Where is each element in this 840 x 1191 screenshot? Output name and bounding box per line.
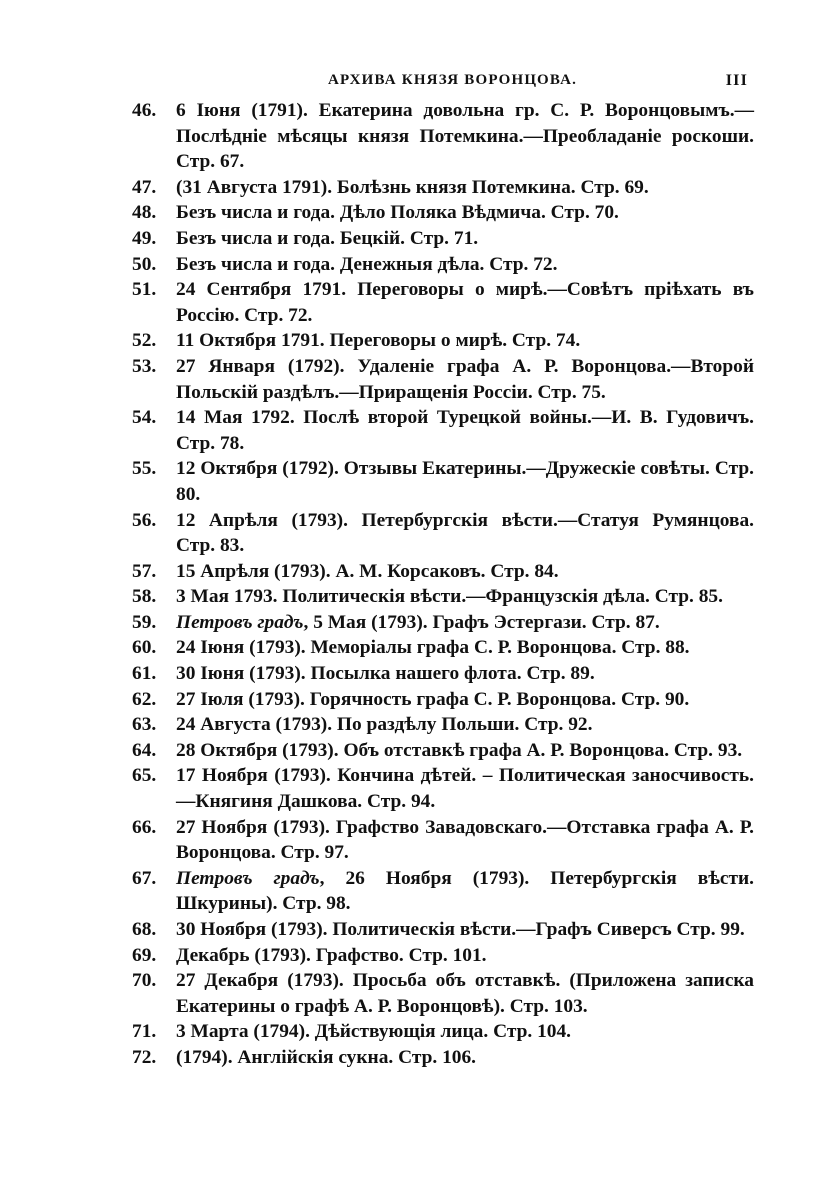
toc-entry <box>132 661 754 687</box>
toc-entry <box>132 559 754 585</box>
toc-entry <box>132 1045 754 1071</box>
entry-text: 30 Іюня (1793). Посылка нашего флота. Стр. 89. <box>176 663 595 685</box>
entry-text: 24 Августа (1793). По раздѣлу Польши. Стр. 92. <box>176 714 593 736</box>
book-page <box>132 58 754 1071</box>
entry-text: 3 Марта (1794). Дѣйствующія лица. Стр. 104. <box>176 1021 571 1043</box>
entry-number: 49. <box>132 227 157 249</box>
entry-place-italic: Петровъ градъ <box>176 611 304 633</box>
entry-number: 63. <box>132 714 157 736</box>
entry-text: 3 Мая 1793. Политическія вѣсти.—Французскія дѣла. Стр. 85. <box>176 586 723 608</box>
toc-entry <box>132 815 754 866</box>
entry-text: , 5 Мая (1793). Графъ Эстергази. Стр. 87. <box>303 611 660 633</box>
entry-number: 54. <box>132 407 157 429</box>
entry-place-italic: Петровъ градъ <box>176 867 320 889</box>
entry-number: 56. <box>132 509 157 531</box>
entry-number: 46. <box>132 100 157 121</box>
entry-number: 48. <box>132 202 157 224</box>
entry-text: 24 Сентября 1791. Переговоры о мирѣ.—Совѣтъ пріѣхать въ Россію. Стр. 72. <box>176 279 754 326</box>
entry-text: 12 Апрѣля (1793). Петербургскія вѣсти.—Статуя Румянцова. Стр. 83. <box>176 509 754 557</box>
toc-entry <box>132 175 754 201</box>
toc-entry <box>132 508 754 559</box>
toc-entry <box>132 738 754 764</box>
toc-entry <box>132 328 754 354</box>
toc-entry <box>132 917 754 943</box>
entry-text: 12 Октября (1792). Отзывы Екатерины.—Дружескіе совѣты. Стр. 80. <box>176 458 754 505</box>
entry-number: 62. <box>132 688 157 710</box>
toc-entry <box>132 968 754 1019</box>
entry-text: Декабрь (1793). Графство. Стр. 101. <box>176 944 487 966</box>
entry-number: 69. <box>132 944 157 966</box>
running-header <box>132 58 754 98</box>
entry-text: 27 Января (1792). Удаленіе графа А. Р. Воронцова.—Второй Польскій раздѣлъ.—Приращенія Россіи. Стр. 75. <box>176 355 754 403</box>
toc-entry <box>132 98 754 175</box>
entry-text: 27 Іюля (1793). Горячность графа С. Р. Воронцова. Стр. 90. <box>176 688 690 710</box>
entry-text: (1794). Англійскія сукна. Стр. 106. <box>176 1046 477 1068</box>
entry-number: 64. <box>132 739 157 761</box>
entry-text: 11 Октября 1791. Переговоры о мирѣ. Стр. 74. <box>176 330 581 352</box>
entry-text: 24 Іюня (1793). Меморіалы графа С. Р. Воронцова. Стр. 88. <box>176 637 690 659</box>
entry-number: 65. <box>132 765 157 787</box>
entry-text: Безъ числа и года. Денежныя дѣла. Стр. 72. <box>176 253 558 275</box>
toc-entry <box>132 635 754 661</box>
entry-number: 72. <box>132 1046 157 1068</box>
header-title: АРХИВА КНЯЗЯ ВОРОНЦОВА. <box>328 72 578 88</box>
entry-number: 57. <box>132 560 157 582</box>
toc-entry <box>132 277 754 328</box>
entry-number: 68. <box>132 919 157 940</box>
toc-entry <box>132 456 754 507</box>
entry-number: 71. <box>132 1021 157 1043</box>
entry-number: 53. <box>132 355 157 377</box>
entry-number: 60. <box>132 637 157 659</box>
entry-text: 30 Ноября (1793). Политическія вѣсти.—Графъ Сиверсъ Стр. 99. <box>176 919 745 940</box>
entry-text: , 26 Ноября (1793). Петербургскія вѣсти. Шкурины). Стр. 98. <box>176 867 754 915</box>
entry-text: 6 Іюня (1791). Екатерина довольна гр. С. Р. Воронцовымъ.— Послѣдніе мѣсяцы князя Потемкина.—Преобладаніе роскоши. Стр. 67. <box>176 100 754 173</box>
entry-text: (31 Августа 1791). Болѣзнь князя Потемкина. Стр. 69. <box>176 176 649 198</box>
toc-entry <box>132 405 754 456</box>
entry-number: 52. <box>132 330 157 352</box>
entry-number: 55. <box>132 458 157 480</box>
entry-number: 58. <box>132 586 157 608</box>
entry-number: 50. <box>132 253 157 275</box>
toc-entry <box>132 226 754 252</box>
entry-number: 61. <box>132 663 157 685</box>
toc-entry <box>132 354 754 405</box>
page-number: III <box>725 72 748 89</box>
table-of-contents <box>132 98 754 1071</box>
entry-text: Безъ числа и года. Дѣло Поляка Вѣдмича. Стр. 70. <box>176 202 619 224</box>
entry-number: 51. <box>132 279 157 301</box>
entry-number: 70. <box>132 970 157 992</box>
toc-entry <box>132 866 754 917</box>
toc-entry <box>132 943 754 969</box>
toc-entry <box>132 200 754 226</box>
entry-text: 17 Ноября (1793). Кончина дѣтей. – Политическая заносчивость.—Княгиня Дашкова. Стр. 94. <box>176 765 754 813</box>
toc-entry <box>132 610 754 636</box>
toc-entry <box>132 763 754 814</box>
entry-text: Безъ числа и года. Бецкій. Стр. 71. <box>176 227 479 249</box>
entry-text: 27 Декабря (1793). Просьба объ отставкѣ. (Приложена записка Екатерины о графѣ А. Р. Воронцовѣ). Стр. 103. <box>176 970 754 1017</box>
entry-text: 15 Апрѣля (1793). А. М. Корсаковъ. Стр. 84. <box>176 560 559 582</box>
entry-text: 28 Октября (1793). Объ отставкѣ графа А. Р. Воронцова. Стр. 93. <box>176 739 743 761</box>
entry-text: 14 Мая 1792. Послѣ второй Турецкой войны.—И. В. Гудовичъ. Стр. 78. <box>176 407 754 454</box>
entry-number: 67. <box>132 867 157 889</box>
entry-number: 66. <box>132 816 157 838</box>
entry-text: 27 Ноября (1793). Графство Завадовскаго.—Отставка графа А. Р. Воронцова. Стр. 97. <box>176 816 754 864</box>
entry-number: 59. <box>132 611 157 633</box>
toc-entry <box>132 252 754 278</box>
toc-entry <box>132 1019 754 1045</box>
toc-entry <box>132 712 754 738</box>
toc-entry <box>132 584 754 610</box>
toc-entry <box>132 687 754 713</box>
entry-number: 47. <box>132 176 157 198</box>
